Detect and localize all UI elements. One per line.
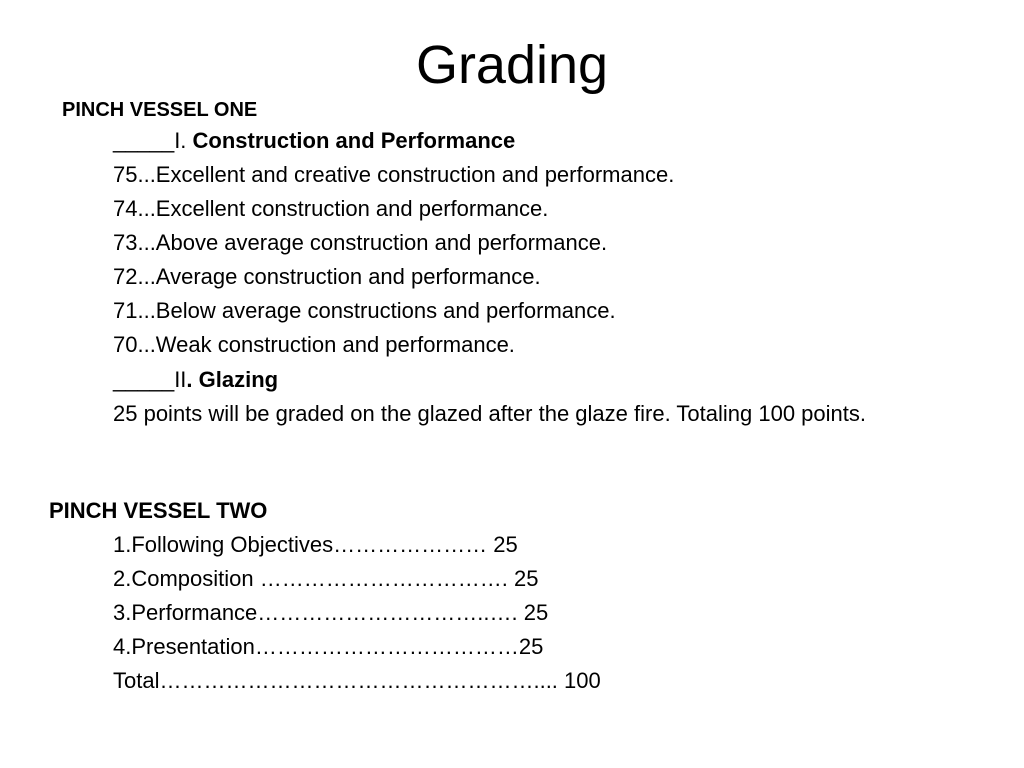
criterion-71: 71...Below average constructions and performance. xyxy=(113,298,616,323)
criterion-70: 70...Weak construction and performance. xyxy=(113,332,515,357)
criterion-72: 72...Average construction and performance. xyxy=(113,264,541,289)
construction-numeral: I. xyxy=(174,128,193,153)
construction-section-line xyxy=(113,127,515,155)
vessel-two-heading: PINCH VESSEL TWO xyxy=(49,498,268,523)
score-total: Total…………………………………………….... 100 xyxy=(113,668,601,693)
score-composition: 2.Composition ……………………………. 25 xyxy=(113,566,539,591)
criterion-75: 75...Excellent and creative construction and performance. xyxy=(113,162,675,187)
construction-blank: _____ xyxy=(113,128,175,153)
score-following-objectives: 1.Following Objectives………………… 25 xyxy=(113,532,518,557)
score-performance: 3.Performance…………………………..…. 25 xyxy=(113,600,549,625)
vessel-one-heading: PINCH VESSEL ONE xyxy=(62,99,258,121)
score-presentation: 4.Presentation………………………………25 xyxy=(113,634,544,659)
glazing-numeral: II xyxy=(174,367,187,392)
construction-label: Construction and Performance xyxy=(192,128,516,153)
slide-title: Grading xyxy=(415,35,609,95)
criterion-74: 74...Excellent construction and performance. xyxy=(113,196,549,221)
glazing-label: . Glazing xyxy=(186,367,279,392)
glaze-note: 25 points will be graded on the glazed after the glaze fire. Totaling 100 points. xyxy=(113,401,866,426)
criterion-73: 73...Above average construction and performance. xyxy=(113,230,608,255)
glazing-section-line xyxy=(113,366,278,394)
glazing-blank: _____ xyxy=(113,367,175,392)
